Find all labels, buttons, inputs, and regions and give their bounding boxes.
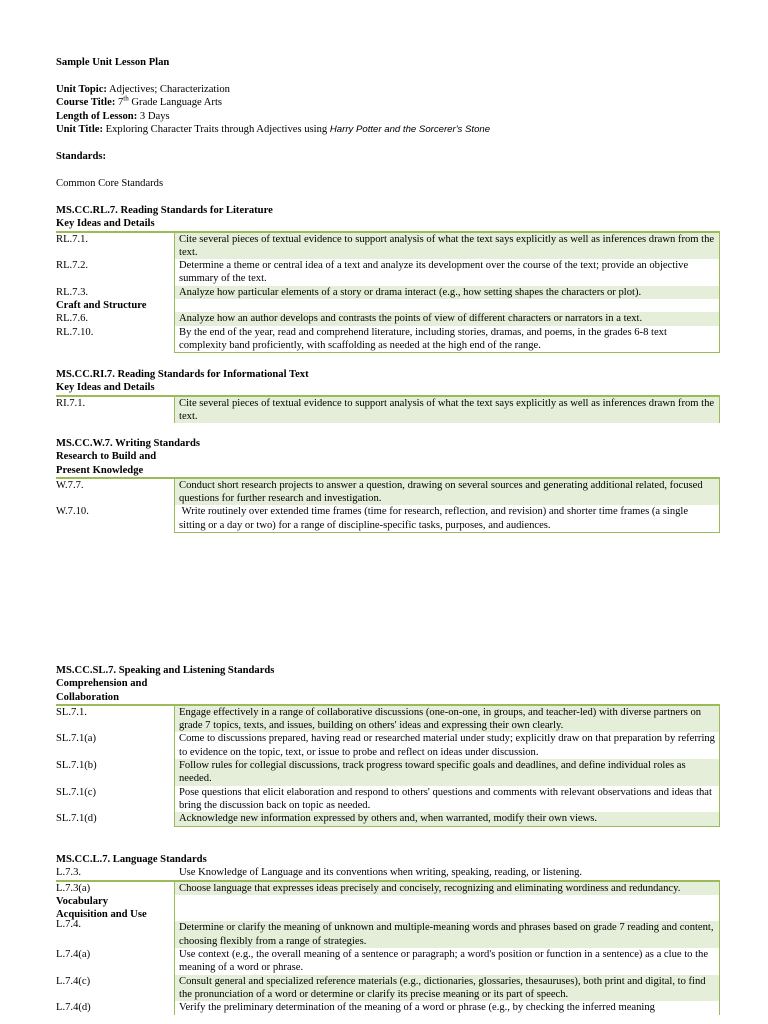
standard-code: L.7.4(d) — [56, 1002, 91, 1014]
section-l — [56, 853, 720, 1015]
unit-meta — [56, 83, 720, 136]
standard-text: Use Knowledge of Language and its conventions when writing, speaking, reading, or listening. — [179, 867, 583, 879]
standard-text-empty — [175, 299, 720, 312]
l-standards-table — [56, 880, 720, 1015]
unit-title-value: Exploring Character Traits through Adjectives using — [105, 123, 328, 135]
course-title-label: Course Title: — [56, 97, 116, 109]
standard-text: By the end of the year, read and comprehend literature, including stories, dramas, and poems, in the grades 6-8 text complexity band proficiently, with scaffolding as needed at the high end of the range. — [175, 326, 720, 353]
table-row — [56, 786, 720, 813]
unit-title-book: Harry Potter and the Sorcerer's Stone — [329, 123, 491, 135]
section-sl — [56, 664, 720, 827]
length-label: Length of Lesson: — [56, 110, 138, 122]
standard-text: Analyze how an author develops and contrasts the points of view of different characters or narrators in a text. — [175, 312, 720, 325]
length-line — [56, 110, 720, 123]
standard-text-empty — [175, 908, 720, 921]
subheading-craft-structure: Craft and Structure — [56, 300, 147, 312]
section-w-subtitle-1: Research to Build and — [56, 451, 157, 463]
table-row — [56, 975, 720, 1002]
course-title-grade: 7 — [118, 97, 124, 109]
section-rl-title: MS.CC.RL.7. Reading Standards for Literature — [56, 205, 273, 216]
course-title-rest: Grade Language Arts — [131, 97, 223, 109]
table-row — [56, 505, 720, 532]
standard-code: SL.7.1. — [56, 705, 175, 733]
standard-text: Follow rules for collegial discussions, track progress toward specific goals and deadlines, and define individual roles as needed. — [175, 759, 720, 786]
standard-text: Use context (e.g., the overall meaning of a sentence or paragraph; a word's position or function in a sentence) as a clue to the meaning of a word or phrase. — [175, 948, 720, 975]
standard-text: Come to discussions prepared, having read or researched material under study; explicitly draw on that preparation by referring to evidence on the topic, text, or issue to probe and reflect on ideas under discussion. — [175, 732, 720, 759]
standard-text: Engage effectively in a range of collaborative discussions (one-on-one, in groups, and teacher-led) with diverse partners on grade 7 topics, texts, and issues, building on others' ideas and expressing their own clearly. — [175, 705, 720, 733]
section-rl — [56, 204, 720, 353]
standard-code: L.7.4(a) — [56, 949, 91, 961]
standard-text: Verify the preliminary determination of the meaning of a word or phrase (e.g., by checking the inferred meaning — [175, 1001, 720, 1014]
table-subheading-row — [56, 299, 720, 312]
standard-text: Pose questions that elicit elaboration and respond to others' questions and comments with relevant observations and ideas that bring the discussion back on topic as needed. — [175, 786, 720, 813]
standard-code: RL.7.2. — [56, 260, 89, 272]
standard-code: SL.7.1(d) — [56, 813, 97, 825]
unit-topic-value: Adjectives; Characterization — [109, 84, 230, 95]
standard-code: RL.7.6. — [56, 313, 89, 325]
unit-topic-label: Unit Topic: — [56, 84, 107, 95]
standard-text: Acknowledge new information expressed by others and, when warranted, modify their own views. — [175, 812, 720, 826]
table-row — [56, 732, 720, 759]
standard-text: Analyze how particular elements of a story or drama interact (e.g., how setting shapes the characters or plot). — [175, 286, 720, 299]
standard-text: Determine a theme or central idea of a text and analyze its development over the course of the text; provide an objective summary of the text. — [175, 259, 720, 286]
table-row — [56, 1001, 720, 1014]
ri-standards-table — [56, 395, 720, 424]
unit-title-label: Unit Title: — [56, 123, 103, 135]
standard-code: RL.7.10. — [56, 326, 94, 338]
standards-label: Standards: — [56, 151, 107, 162]
section-l-title: MS.CC.L.7. Language Standards — [56, 854, 207, 865]
standard-code: L.7.3(a) — [56, 881, 175, 895]
w-standards-table — [56, 477, 720, 533]
l-intro-table — [56, 866, 720, 879]
standard-text: Consult general and specialized reference materials (e.g., dictionaries, glossaries, thesauruses), both print and digital, to find the pronunciation of a word or determine or clarify its precise meaning or its part of speech. — [175, 975, 720, 1002]
standard-code: W.7.7. — [56, 478, 175, 506]
common-core-label: Common Core Standards — [56, 178, 164, 189]
standard-text-empty — [175, 895, 720, 908]
section-w-subtitle-2: Present Knowledge — [56, 464, 144, 476]
sl-standards-table — [56, 704, 720, 827]
table-row — [56, 881, 720, 895]
table-row — [56, 396, 720, 424]
unit-title-line — [56, 123, 720, 136]
document-title: Sample Unit Lesson Plan — [56, 57, 170, 68]
rl-standards-table — [56, 231, 720, 354]
table-row — [56, 478, 720, 506]
standard-code: W.7.10. — [56, 506, 89, 518]
subheading-acquisition: Acquisition and Use — [56, 909, 147, 921]
standard-code: L.7.3. — [56, 867, 82, 879]
section-sl-subtitle-1: Comprehension and — [56, 678, 148, 690]
section-ri-subtitle: Key Ideas and Details — [56, 382, 155, 394]
table-row — [56, 326, 720, 353]
table-row — [56, 759, 720, 786]
table-row — [56, 812, 720, 826]
table-row — [56, 921, 720, 948]
standard-code: RI.7.1. — [56, 396, 175, 424]
standard-text: Choose language that expresses ideas precisely and concisely, recognizing and eliminating wordiness and redundancy. — [175, 881, 720, 895]
standard-code: L.7.4(c) — [56, 975, 91, 987]
table-row — [56, 232, 720, 260]
standard-text: Cite several pieces of textual evidence to support analysis of what the text says explicitly as well as inferences drawn from the text. — [175, 232, 720, 260]
section-w-title: MS.CC.W.7. Writing Standards — [56, 438, 201, 449]
standard-text: Cite several pieces of textual evidence to support analysis of what the text says explicitly as well as inferences drawn from the text. — [175, 396, 720, 424]
table-row — [56, 866, 720, 879]
standard-text: Determine or clarify the meaning of unknown and multiple-meaning words and phrases based on grade 7 reading and content, choosing flexibly from a range of strategies. — [175, 921, 720, 948]
section-ri — [56, 368, 720, 423]
standard-code: SL.7.1(b) — [56, 760, 97, 772]
section-sl-subtitle-2: Collaboration — [56, 691, 119, 703]
section-w — [56, 437, 720, 533]
standard-code: L.7.4. — [56, 919, 82, 931]
table-row — [56, 286, 720, 299]
table-row — [56, 312, 720, 325]
standard-code: RL.7.3. — [56, 286, 89, 298]
standard-text: Conduct short research projects to answer a question, drawing on several sources and generating additional related, focused questions for further research and investigation. — [175, 478, 720, 506]
table-row — [56, 705, 720, 733]
section-ri-title: MS.CC.RI.7. Reading Standards for Informational Text — [56, 369, 309, 380]
subheading-vocabulary: Vocabulary — [56, 895, 108, 907]
standard-code: SL.7.1(a) — [56, 733, 97, 745]
standard-code: SL.7.1(c) — [56, 786, 97, 798]
table-row — [56, 259, 720, 286]
course-title-line — [56, 96, 720, 109]
section-sl-title: MS.CC.SL.7. Speaking and Listening Standards — [56, 665, 275, 676]
table-row — [56, 948, 720, 975]
length-value: 3 Days — [139, 110, 170, 122]
standard-text: Write routinely over extended time frames (time for research, reflection, and revision) and shorter time frames (a single sitting or a day or two) for a range of discipline-specific tasks, purposes, and audiences. — [175, 505, 720, 532]
table-subheading-row — [56, 895, 720, 908]
standard-code: RL.7.1. — [56, 232, 175, 260]
unit-topic-line — [56, 83, 720, 96]
course-title-sup: th — [123, 94, 129, 103]
section-rl-subtitle: Key Ideas and Details — [56, 218, 155, 230]
